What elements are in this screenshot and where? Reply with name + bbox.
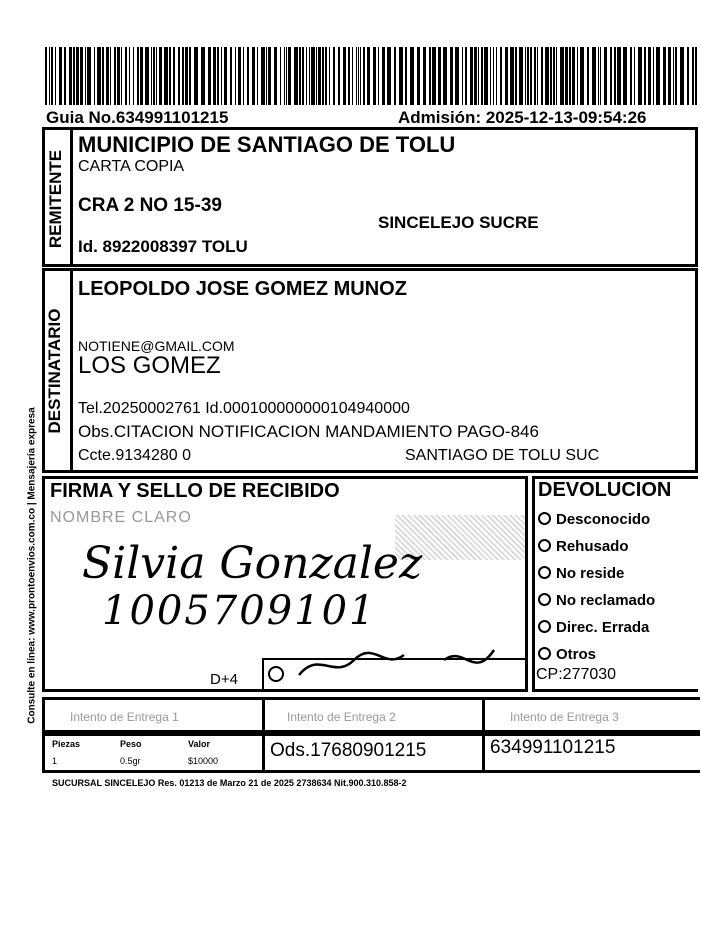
barcode-bar [373, 47, 376, 105]
barcode-bar [360, 47, 361, 105]
barcode-bar [553, 47, 555, 105]
destinatario-name: LEOPOLDO JOSE GOMEZ MUNOZ [78, 278, 407, 300]
barcode-bar [587, 47, 589, 105]
barcode-bar [201, 47, 205, 105]
barcode-bar [438, 47, 441, 105]
footer-text: SUCURSAL SINCELEJO Res. 01213 de Marzo 21 de 2025 2738634 Nit.900.310.858-2 [52, 778, 407, 788]
barcode-bar [634, 47, 635, 105]
remitente-name: MUNICIPIO DE SANTIAGO DE TOLU [78, 132, 456, 157]
barcode-bar [556, 47, 557, 105]
barcode-bar [675, 47, 677, 105]
barcode-bar [284, 47, 285, 105]
barcode-bar [638, 47, 642, 105]
barcode-bar [85, 47, 86, 105]
barcode-bar [106, 47, 109, 105]
barcode-bar [51, 47, 53, 105]
barcode-bar [189, 47, 191, 105]
destinatario-city: SANTIAGO DE TOLU SUC [405, 447, 600, 464]
option-desconocido[interactable]: Desconocido [538, 506, 655, 533]
barcode-bar [94, 47, 95, 105]
scribble-icon [294, 640, 514, 685]
barcode-bar [125, 47, 127, 105]
barcode-bar [306, 47, 307, 105]
barcode-bar [630, 47, 632, 105]
barcode-bar [238, 47, 241, 105]
barcode-bar [692, 47, 694, 105]
barcode-bar [668, 47, 671, 105]
peso-value: 0.5gr [120, 756, 141, 766]
intento-1: Intento de Entrega 1 [70, 710, 179, 724]
firma-title: FIRMA Y SELLO DE RECIBIDO [50, 480, 340, 502]
barcode-bar [173, 47, 175, 105]
barcode-bar [410, 47, 414, 105]
valor-value: $10000 [188, 756, 219, 766]
barcode-bar [76, 47, 79, 105]
guia-number-bottom: 634991101215 [490, 737, 616, 758]
barcode-bar [338, 47, 340, 105]
stamp-box [262, 658, 526, 690]
remitente-line2: CARTA COPIA [78, 158, 185, 175]
barcode-bar [182, 47, 184, 105]
barcode-bar [352, 47, 353, 105]
barcode-bar [252, 47, 255, 105]
barcode-bar [378, 47, 379, 105]
devolucion-title: DEVOLUCION [538, 479, 672, 501]
barcode-bar [288, 47, 291, 105]
option-rehusado[interactable]: Rehusado [538, 533, 655, 560]
barcode-bar [129, 47, 130, 105]
cp-code: CP:277030 [536, 666, 617, 683]
barcode-bar [432, 47, 436, 105]
barcode-bar [500, 47, 502, 105]
remitente-label: REMITENTE [46, 149, 65, 249]
barcode-bar [604, 47, 607, 105]
barcode-bar [194, 47, 198, 105]
remitente-divider [70, 130, 73, 265]
barcode-bar [644, 47, 646, 105]
barcode-bar [299, 47, 301, 105]
barcode-bar [87, 47, 91, 105]
remitente-id: Id. 8922008397 TOLU [78, 237, 248, 256]
barcode-bar [102, 47, 104, 105]
barcode-bar [213, 47, 216, 105]
barcode-bar [484, 47, 488, 105]
barcode-bar [80, 47, 83, 105]
barcode-bar [537, 47, 538, 105]
destinatario-email: NOTIENE@GMAIL.COM [78, 338, 235, 354]
intento-3: Intento de Entrega 3 [510, 710, 619, 724]
barcode-bar [598, 47, 599, 105]
radio-icon [538, 512, 551, 525]
barcode-bar [656, 47, 660, 105]
barcode-bar [429, 47, 431, 105]
barcode-bar [450, 47, 453, 105]
barcode-bar [527, 47, 529, 105]
barcode-bar [348, 47, 350, 105]
barcode-bar [423, 47, 426, 105]
barcode-bar [600, 47, 601, 105]
barcode-bar [178, 47, 180, 105]
barcode-bar [510, 47, 514, 105]
totals-divider-1 [262, 735, 265, 771]
barcode-bar [329, 47, 330, 105]
radio-icon [538, 539, 551, 552]
barcode-bar [280, 47, 281, 105]
barcode-bar [525, 47, 526, 105]
barcode-bar [243, 47, 244, 105]
radio-icon [538, 593, 551, 606]
radio-icon [538, 566, 551, 579]
barcode-bar [394, 47, 396, 105]
barcode-bar [417, 47, 420, 105]
barcode-bar [545, 47, 549, 105]
barcode-bar [268, 47, 271, 105]
barcode-bar [294, 47, 298, 105]
barcode-bar [316, 47, 317, 105]
barcode-bar [382, 47, 385, 105]
barcode-bar [59, 47, 62, 105]
barcode-bar [534, 47, 536, 105]
barcode-bar [151, 47, 152, 105]
stamp-circle-icon [268, 666, 284, 682]
barcode-bar [363, 47, 365, 105]
barcode-bar [663, 47, 666, 105]
barcode-bar [648, 47, 651, 105]
option-no-reside[interactable]: No reside [538, 560, 655, 587]
barcode-bar [481, 47, 483, 105]
piezas-label: Piezas [52, 739, 81, 749]
barcode-bar [55, 47, 56, 105]
option-otros[interactable]: Otros [538, 641, 655, 668]
barcode-bar [592, 47, 596, 105]
barcode-bar [470, 47, 473, 105]
piezas-value: 1 [52, 756, 58, 766]
barcode-bar [565, 47, 568, 105]
barcode-bar [208, 47, 211, 105]
barcode-bar [311, 47, 315, 105]
barcode-bar [114, 47, 116, 105]
barcode-bar [462, 47, 463, 105]
admission-date: Admisión: 2025-12-13-09:54:26 [398, 108, 647, 127]
barcode-bar [221, 47, 222, 105]
destinatario-place: LOS GOMEZ [78, 352, 221, 379]
barcode-bar [261, 47, 265, 105]
remitente-city: SINCELEJO SUCRE [378, 213, 539, 232]
barcode-bar [610, 47, 612, 105]
barcode-bar [490, 47, 491, 105]
barcode-bar [164, 47, 168, 105]
barcode-bar [309, 47, 310, 105]
intento-divider-1 [262, 699, 265, 731]
barcode-bar [159, 47, 162, 105]
barcode-bar [121, 47, 122, 105]
barcode-bar [49, 47, 50, 105]
barcode-bar [405, 47, 407, 105]
barcode-bar [286, 47, 287, 105]
barcode-bar [623, 47, 627, 105]
remitente-address: CRA 2 NO 15-39 [78, 195, 222, 216]
barcode-bar [117, 47, 120, 105]
guia-number: Guia No.634991101215 [46, 108, 229, 127]
barcode-bar [496, 47, 497, 105]
destinatario-tel: Tel.20250002761 Id.000100000000104940000 [78, 400, 410, 417]
barcode-bar [325, 47, 327, 105]
barcode-bar [266, 47, 267, 105]
barcode-bar [515, 47, 517, 105]
barcode-bar [235, 47, 236, 105]
barcode-bar [156, 47, 157, 105]
barcode-bar [530, 47, 532, 105]
barcode-bar [274, 47, 277, 105]
barcode-bar [474, 47, 477, 105]
barcode-bar [322, 47, 324, 105]
barcode-bar [680, 47, 684, 105]
barcode-bar [455, 47, 459, 105]
barcode-bar [73, 47, 75, 105]
barcode-bar [673, 47, 674, 105]
barcode-bar [687, 47, 689, 105]
radio-icon [538, 620, 551, 633]
handwritten-id: 1005709101 [102, 588, 377, 634]
intento-divider-2 [482, 699, 485, 731]
barcode-bar [137, 47, 139, 105]
destinatario-ccte: Ccte.9134280 0 [78, 447, 191, 464]
option-no-reclamado[interactable]: No reclamado [538, 587, 655, 614]
barcode-bar [358, 47, 359, 105]
radio-icon [538, 647, 551, 660]
barcode-bar [653, 47, 654, 105]
barcode-bar [541, 47, 543, 105]
nombre-claro-label: NOMBRE CLARO [50, 509, 192, 526]
barcode-bar [614, 47, 616, 105]
barcode-bar [580, 47, 584, 105]
barcode-bar [140, 47, 143, 105]
barcode-bar [465, 47, 467, 105]
handwritten-name: Silvia Gonzalez [82, 538, 423, 589]
barcode-bar [577, 47, 578, 105]
destinatario-obs: Obs.CITACION NOTIFICACION MANDAMIENTO PAGO-846 [78, 422, 539, 441]
barcode-bar [302, 47, 304, 105]
barcode [45, 47, 697, 105]
barcode-bar [110, 47, 111, 105]
barcode-bar [97, 47, 101, 105]
barcode-bar [145, 47, 149, 105]
barcode-bar [217, 47, 219, 105]
totals-divider-2 [482, 735, 485, 771]
destinatario-label: DESTINATARIO [45, 308, 64, 434]
barcode-bar [617, 47, 621, 105]
barcode-bar [318, 47, 321, 105]
barcode-bar [247, 47, 249, 105]
barcode-bar [343, 47, 346, 105]
barcode-bar [69, 47, 72, 105]
barcode-bar [560, 47, 564, 105]
barcode-bar [257, 47, 258, 105]
barcode-bar [367, 47, 370, 105]
devolucion-options [538, 506, 655, 668]
barcode-bar [478, 47, 479, 105]
barcode-bar [572, 47, 575, 105]
barcode-bar [45, 47, 47, 105]
d-code: D+4 [210, 671, 238, 688]
barcode-bar [333, 47, 335, 105]
barcode-bar [519, 47, 523, 105]
barcode-bar [550, 47, 552, 105]
barcode-bar [356, 47, 357, 105]
peso-label: Peso [120, 739, 142, 749]
ods-number: Ods.17680901215 [270, 740, 427, 761]
barcode-bar [153, 47, 155, 105]
barcode-bar [230, 47, 232, 105]
barcode-bar [224, 47, 227, 105]
barcode-bar [169, 47, 171, 105]
barcode-bar [569, 47, 571, 105]
side-url: Consulte en línea: www.prontoenvios.com.co | Mensajería expresa [26, 407, 38, 724]
barcode-bar [399, 47, 403, 105]
barcode-bar [505, 47, 508, 105]
valor-label: Valor [188, 739, 211, 749]
barcode-bar [185, 47, 188, 105]
intento-2: Intento de Entrega 2 [287, 710, 396, 724]
barcode-bar [387, 47, 391, 105]
option-direc-errada[interactable]: Direc. Errada [538, 614, 655, 641]
barcode-bar [64, 47, 66, 105]
barcode-bar [695, 47, 697, 105]
destinatario-divider [70, 271, 73, 471]
barcode-bar [443, 47, 447, 105]
barcode-bar [133, 47, 134, 105]
barcode-bar [493, 47, 494, 105]
